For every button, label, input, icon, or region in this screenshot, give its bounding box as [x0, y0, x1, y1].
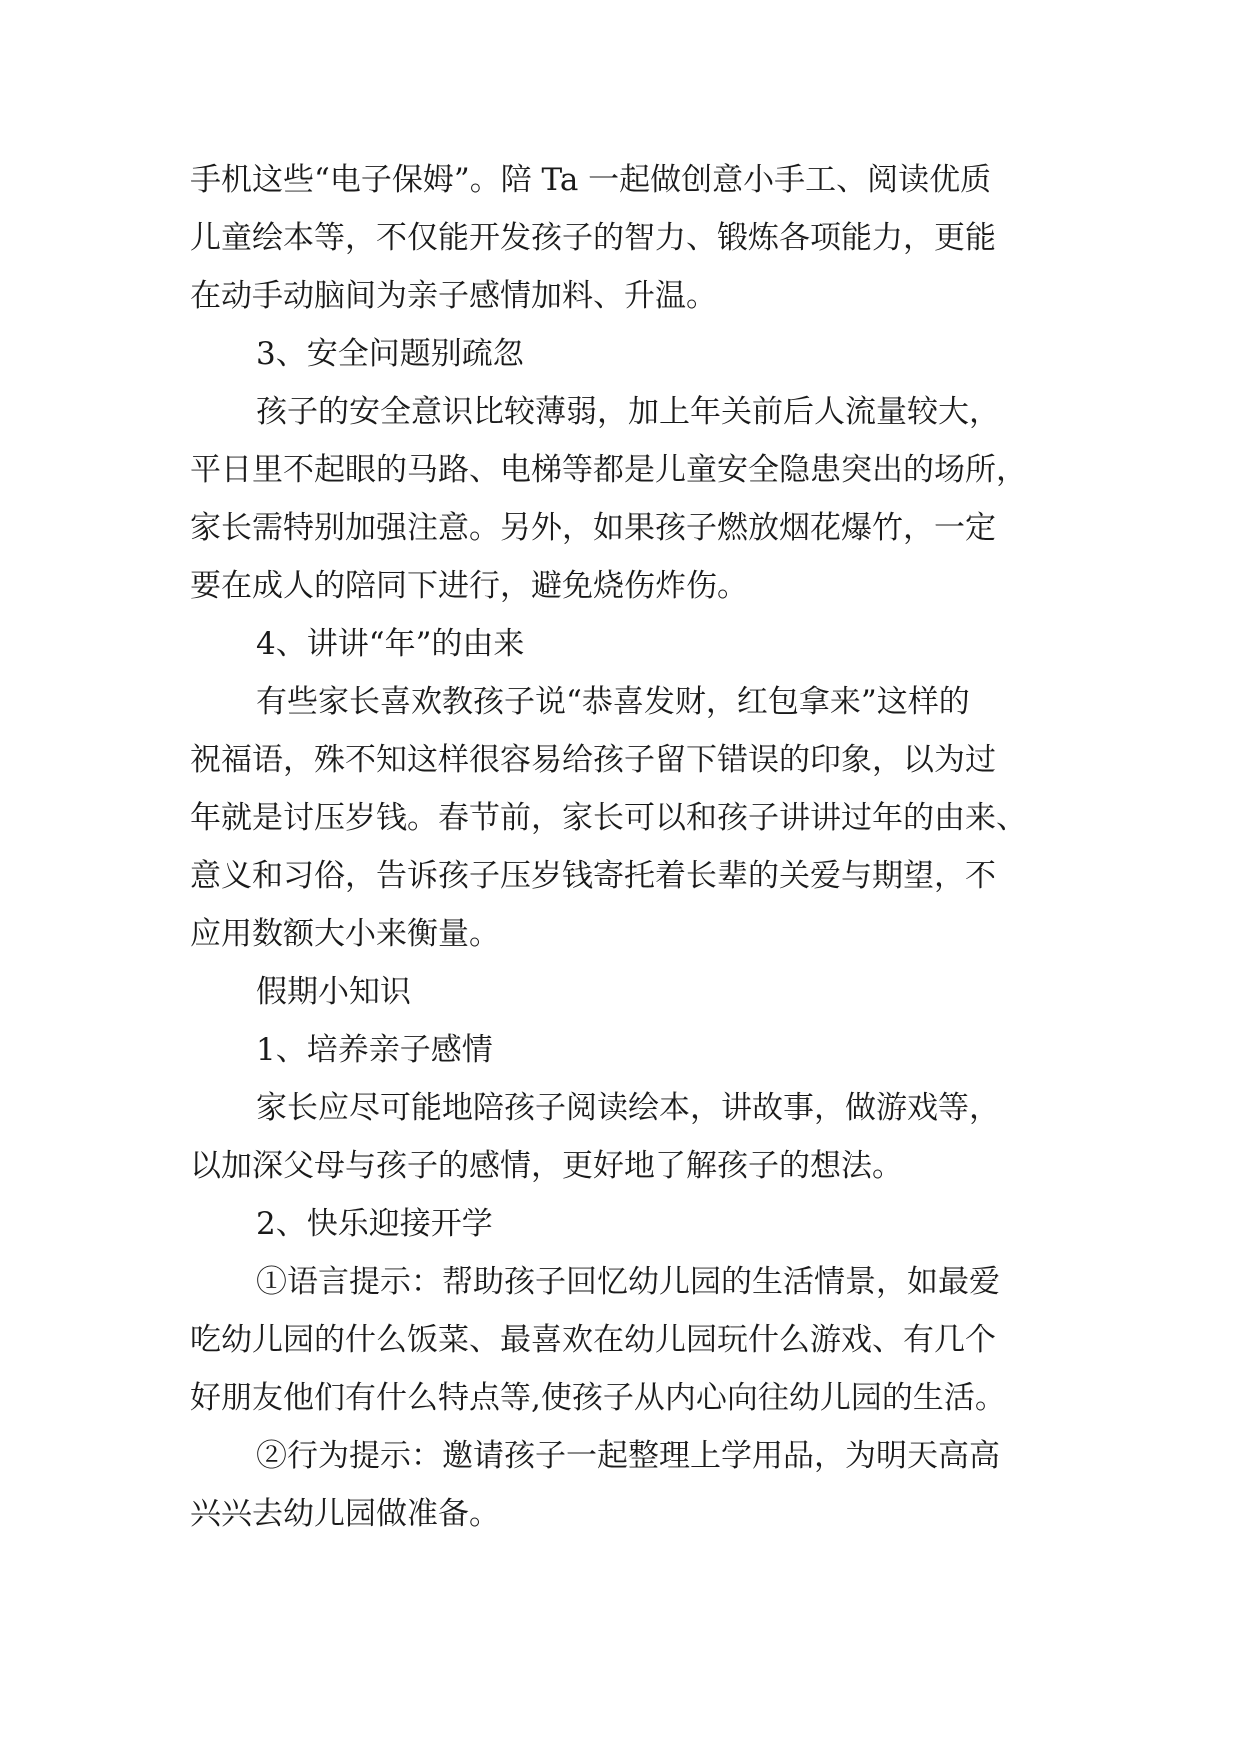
section-heading — [0, 1030, 1241, 1070]
line-text: ②行为提示：邀请孩子一起整理上学用品，为明天高高 — [256, 1438, 1000, 1474]
text-line — [0, 1146, 1241, 1186]
text-line — [0, 392, 1241, 432]
line-text: 兴兴去幼儿园做准备。 — [190, 1496, 500, 1532]
line-text: 祝福语，殊不知这样很容易给孩子留下错误的印象，以为过 — [190, 742, 996, 778]
section-heading — [0, 1204, 1241, 1244]
text-line — [0, 508, 1241, 548]
line-text: 意义和习俗，告诉孩子压岁钱寄托着长辈的关爱与期望，不 — [190, 858, 996, 894]
text-line — [0, 914, 1241, 954]
line-text: 手机这些“电子保姆”。陪 Ta 一起做创意小手工、阅读优质 — [190, 162, 992, 198]
line-text: 3、安全问题别疏忽 — [256, 336, 524, 372]
line-text: 平日里不起眼的马路、电梯等都是儿童安全隐患突出的场所， — [190, 452, 1027, 488]
text-line — [0, 160, 1241, 200]
text-line — [0, 450, 1241, 490]
text-line — [0, 218, 1241, 258]
line-text: 有些家长喜欢教孩子说“恭喜发财，红包拿来”这样的 — [256, 684, 970, 720]
line-text: 家长需特别加强注意。另外，如果孩子燃放烟花爆竹，一定 — [190, 510, 996, 546]
text-line — [0, 856, 1241, 896]
text-line — [0, 1088, 1241, 1128]
line-text: 孩子的安全意识比较薄弱，加上年关前后人流量较大， — [256, 394, 1000, 430]
line-text: ①语言提示：帮助孩子回忆幼儿园的生活情景，如最爱 — [256, 1264, 1000, 1300]
line-text: 年就是讨压岁钱。春节前，家长可以和孩子讲讲过年的由来、 — [190, 800, 1027, 836]
text-line — [0, 1262, 1241, 1302]
text-line — [0, 276, 1241, 316]
line-text: 2、快乐迎接开学 — [256, 1206, 493, 1242]
text-line — [0, 1378, 1241, 1418]
section-heading — [0, 624, 1241, 664]
line-text: 在动手动脑间为亲子感情加料、升温。 — [190, 278, 717, 314]
line-text: 应用数额大小来衡量。 — [190, 916, 500, 952]
line-text: 4、讲讲“年”的由来 — [256, 626, 525, 662]
text-line — [0, 682, 1241, 722]
section-heading — [0, 334, 1241, 374]
line-text: 以加深父母与孩子的感情，更好地了解孩子的想法。 — [190, 1148, 903, 1184]
line-text: 儿童绘本等，不仅能开发孩子的智力、锻炼各项能力，更能 — [190, 220, 996, 256]
text-line — [0, 1320, 1241, 1360]
text-line — [0, 798, 1241, 838]
line-text: 1、培养亲子感情 — [256, 1032, 493, 1068]
line-text: 家长应尽可能地陪孩子阅读绘本，讲故事，做游戏等， — [256, 1090, 1000, 1126]
section-heading — [0, 972, 1241, 1012]
text-line — [0, 566, 1241, 606]
line-text: 好朋友他们有什么特点等,使孩子从内心向往幼儿园的生活。 — [190, 1380, 1006, 1416]
text-line — [0, 740, 1241, 780]
line-text: 吃幼儿园的什么饭菜、最喜欢在幼儿园玩什么游戏、有几个 — [190, 1322, 996, 1358]
text-line — [0, 1494, 1241, 1534]
text-line — [0, 1436, 1241, 1476]
line-text: 要在成人的陪同下进行，避免烧伤炸伤。 — [190, 568, 748, 604]
line-text: 假期小知识 — [256, 974, 411, 1010]
